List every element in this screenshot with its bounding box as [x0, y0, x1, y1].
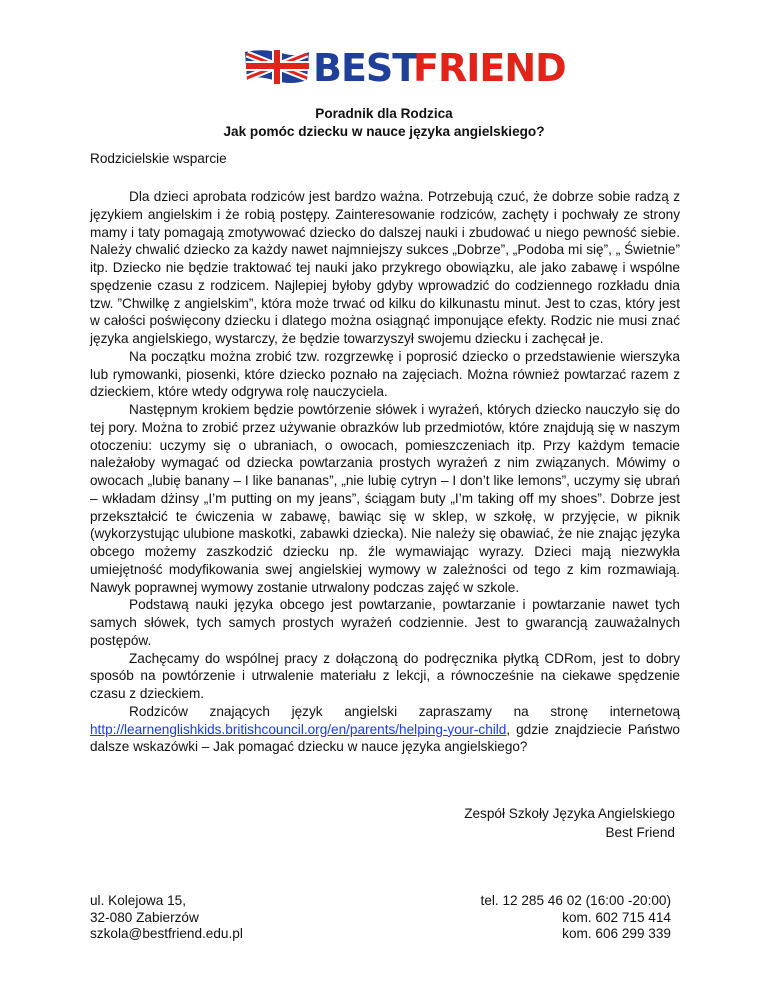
link-intro-text: Rodziców znających język angielski zapraszamy na stronę internetową: [129, 703, 680, 719]
contact-mobile-1: kom. 602 715 414: [562, 909, 671, 925]
paragraph: Na początku można zrobić tzw. rozgrzewkę i poprosić dziecko o przedstawienie wierszyka lub rymowanki, piosenki, które dziecko poznało na zajęciach. Można również powtarzać razem z dzieckiem, które wtedy odgrywa rolę nauczyciela.: [90, 348, 680, 400]
link-outro-text: , gdzie znajdziecie Państwo dalsze wskazówki – Jak pomagać dziecku w nauce języka angielskiego?: [90, 721, 680, 755]
signature-block: [464, 804, 675, 842]
address-city: 32-080 Zabierzów: [90, 909, 199, 925]
address-email: szkola@bestfriend.edu.pl: [90, 926, 243, 941]
british-council-link[interactable]: http://learnenglishkids.britishcouncil.org/en/parents/helping-your-child: [90, 721, 507, 737]
union-jack-flag-icon: [245, 50, 309, 84]
logo-word-friend: FRIEND: [413, 46, 566, 90]
section-title: Rodzicielskie wsparcie: [90, 151, 227, 166]
address-street: ul. Kolejowa 15,: [90, 893, 186, 908]
paragraph: Zachęcamy do wspólnej pracy z dołączoną do podręcznika płytką CDRom, jest to dobry sposób na powtórzenie i utrwalenie materiału z lekcji, a równocześnie na ciekawe spędzenie czasu z dzieckiem.: [90, 650, 680, 701]
article-body: [90, 188, 680, 756]
contact-block: [481, 893, 671, 943]
paragraph: Dla dzieci aprobata rodziców jest bardzo ważna. Potrzebują czuć, że dobrze sobie radzą z językiem angielskim i że robią postępy. Zainteresowanie rodziców, zachęty i pochwały ze strony mamy i taty pomagają zmotywować dziecko do dalszej nauki i zbudować u niego pewność siebie. Należy chwalić dziecko za każdy nawet najmniejszy sukces „Dobrze”, „Podoba mi się”, „ Świetnie” itp. Dziecko nie będzie traktować tej nauki jako przykrego obowiązku, ale jako zabawę i wspólne spędzenie czasu z rodzicem. Najlepiej byłoby gdyby wprowadzić do codziennego rozkładu dnia tzw. ”Chwilkę z angielskim”, która może trwać od kilku do kilkunastu minut. Jest to czas, który jest w całości poświęcony dziecku i dlatego można osiągnąć imponujące efekty. Rodzic nie musi znać języka angielskiego, wystarczy, że będzie towarzyszył swojemu dziecku i zachęcał je.: [90, 189, 680, 346]
paragraph-with-link: [90, 703, 680, 756]
address-block: [90, 893, 243, 943]
best-friend-logo: [243, 44, 566, 90]
signature-brand: Best Friend: [605, 825, 675, 840]
document-title: Poradnik dla Rodzica: [315, 106, 453, 121]
document-subtitle: Jak pomóc dziecku w nauce języka angielskiego?: [223, 124, 545, 139]
logo-word-best: BEST: [313, 46, 418, 90]
paragraph: Podstawą nauki języka obcego jest powtarzanie, powtarzanie i powtarzanie nawet tych samych słówek, tych samych prostych wyrażeń codziennie. Jest to gwarancją zauważalnych postępów.: [90, 597, 680, 648]
paragraph: Następnym krokiem będzie powtórzenie słówek i wyrażeń, których dziecko nauczyło się do tej pory. Można to zrobić przez używanie obrazków lub przedmiotów, które znajdują się w naszym otoczeniu: uczymy się o ubraniach, o owocach, pomieszczeniach itp. Przy każdym temacie należałoby wymagać od dziecka powtarzania prostych wyrażeń z nim związanych. Mówimy o owocach „lubię banany – I like bananas”, „nie lubię cytryn – I don’t like lemons”, uczymy się ubrań – wkładam dżinsy „I’m putting on my jeans”, ściągam buty „I’m taking off my shoes”. Dobrze jest przekształcić te ćwiczenia w zabawę, bawiąc się w sklep, w szkołę, w przyjęcie, w piknik (wykorzystując ulubione maskotki, zabawki dziecka). Nie należy się obawiać, że nie znając języka obcego możemy zaszkodzić dziecku np. źle wymawiając wyrazy. Dzieci mają niezwykła umiejętność modyfikowania swej angielskiej wymowy w zależności od tego z kim rozmawiają. Nawyk poprawnej wymowy zostanie utrwalony podczas zajęć w szkole.: [90, 402, 680, 595]
document-headings: [0, 105, 768, 141]
signature-school-name: Zespół Szkoły Języka Angielskiego: [464, 806, 675, 821]
contact-phone: tel. 12 285 46 02 (16:00 -20:00): [480, 893, 671, 908]
contact-mobile-2: kom. 606 299 339: [562, 926, 671, 941]
